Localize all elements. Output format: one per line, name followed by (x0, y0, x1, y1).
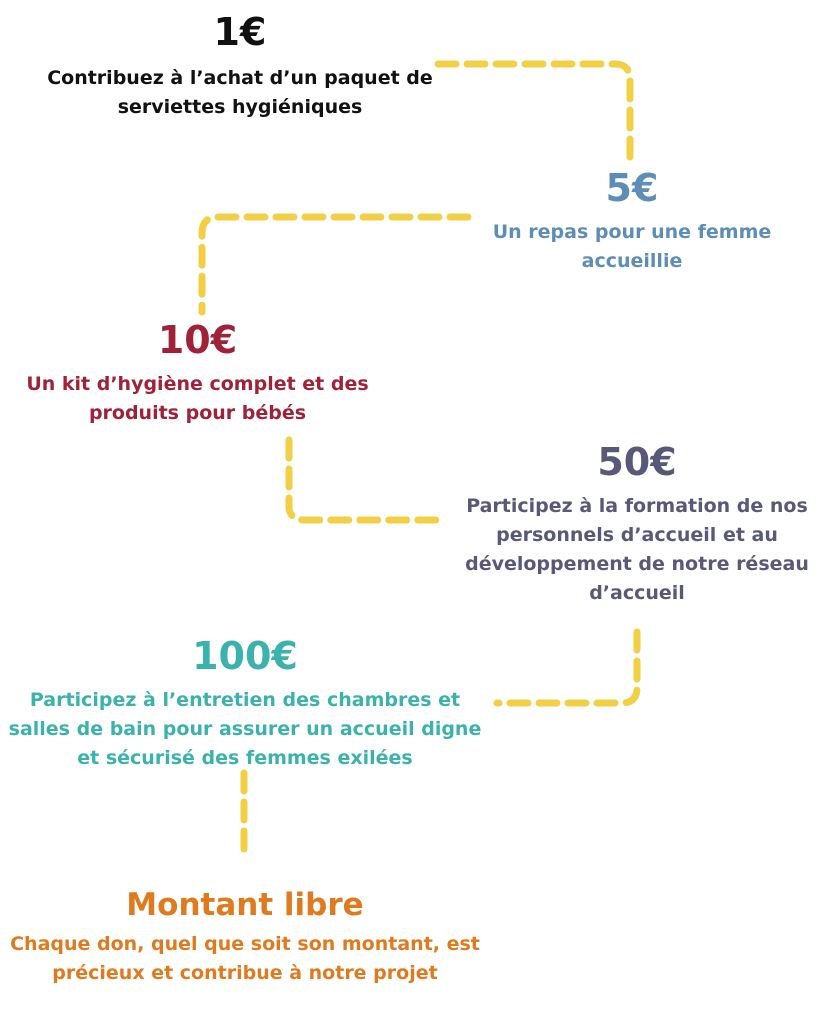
tier-1-description (30, 64, 450, 122)
connector-50-to-100 (497, 632, 637, 703)
tier-50-amount: 50€ (597, 440, 677, 484)
tier-5-desc-line: Un repas pour une femme (492, 220, 772, 243)
tier-1-desc-line: serviettes hygiéniques (117, 95, 363, 118)
tier-free-desc-line: précieux et contribue à notre projet (52, 962, 438, 985)
tier-free-desc-line: Chaque don, quel que soit son montant, est (10, 933, 480, 956)
connector-5-to-10 (202, 217, 468, 312)
tier-100-amount: 100€ (192, 634, 298, 678)
tier-5-desc-line: accueillie (581, 249, 683, 272)
tier-free-amount: Montant libre (126, 887, 364, 923)
tier-10-description (15, 370, 380, 428)
tier-50-desc-line: développement de notre réseau (465, 552, 809, 575)
tier-100-description (0, 686, 490, 773)
tier-1-desc-line: Contribuez à l’achat d’un paquet de (47, 66, 433, 89)
tier-10-desc-line: Un kit d’hygiène complet et des (26, 372, 369, 395)
tier-50 (447, 442, 827, 608)
tier-1-amount: 1€ (213, 10, 267, 54)
tier-10 (15, 320, 380, 428)
tier-50-desc-line: d’accueil (589, 581, 685, 604)
tier-5-amount: 5€ (605, 166, 659, 210)
connector-10-to-50 (289, 440, 436, 520)
tier-free-description (0, 930, 490, 988)
tier-100-desc-line: salles de bain pour assurer un accueil digne (8, 717, 482, 740)
tier-50-desc-line: Participez à la formation de nos (466, 494, 808, 517)
tier-5 (472, 168, 792, 276)
tier-10-desc-line: produits pour bébés (88, 401, 307, 424)
tier-50-description (447, 492, 827, 608)
tier-100-desc-line: Participez à l’entretien des chambres et (29, 688, 461, 711)
tier-100-desc-line: et sécurisé des femmes exilées (77, 746, 413, 769)
tier-100 (0, 636, 490, 773)
connector-1-to-5 (438, 64, 630, 158)
tier-free (0, 888, 490, 988)
tier-5-description (472, 218, 792, 276)
tier-1 (30, 12, 450, 122)
tier-50-desc-line: personnels d’accueil et au (496, 523, 778, 546)
tier-10-amount: 10€ (157, 318, 238, 362)
